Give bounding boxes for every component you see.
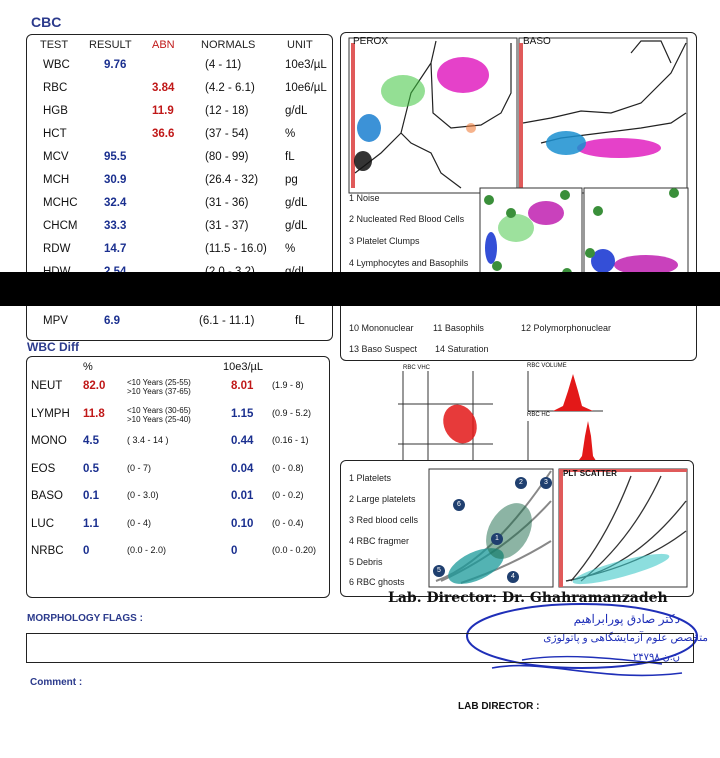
wbc-pct: 1.1 xyxy=(83,517,99,530)
perox-neut-cluster xyxy=(437,57,489,93)
perox-noise-cluster xyxy=(354,151,372,171)
wbc-abs: 8.01 xyxy=(231,380,254,392)
baso-gate-line xyxy=(631,41,671,63)
wbc-test: LYMPH xyxy=(31,407,70,420)
cbc-normal: (4.2 - 6.1) xyxy=(205,82,255,94)
wbc-abs-range: (0.9 - 5.2) xyxy=(272,407,312,418)
baso-pmn-cluster xyxy=(577,138,661,158)
wbc-range-child: <10 Years (25-55) xyxy=(127,378,191,387)
wbc-row-luc xyxy=(27,512,332,538)
wbc-abs-range: (0 - 0.4) xyxy=(272,517,304,528)
cbc-test: RBC xyxy=(43,82,68,94)
scatter-legend-13: 13 Baso Suspect xyxy=(349,344,418,354)
cbc-normal: (37 - 54) xyxy=(205,128,249,140)
thumb-marker xyxy=(669,188,679,198)
wbc-abs-range: (0 - 0.2) xyxy=(272,490,304,500)
cbc-row-mchc xyxy=(27,197,332,219)
cbc-unit: g/dL xyxy=(285,105,308,117)
cbc-normal: (31 - 36) xyxy=(205,197,249,209)
cbc-normal: (11.5 - 16.0) xyxy=(205,243,267,255)
cbc-test: HGB xyxy=(43,105,68,117)
cbc-unit: g/dL xyxy=(285,197,308,209)
scatter-panel-graphics xyxy=(341,33,696,360)
perox-red-edge xyxy=(351,43,355,188)
wbc-abs-range: (0.0 - 0.20) xyxy=(272,545,317,555)
baso-plot-frame xyxy=(519,38,687,193)
morphology-flags-box xyxy=(26,633,694,663)
wbc-diff-table xyxy=(26,356,330,598)
wbc-diff-title: WBC Diff xyxy=(27,340,79,354)
rbc-volume-histogram xyxy=(553,374,593,411)
wbc-test: NEUT xyxy=(31,380,63,392)
wbc-range-adult: >10 Years (37-65) xyxy=(127,387,191,396)
lab-director-name: Lab. Director: Dr. Ghahramanzadeh xyxy=(388,590,668,606)
wbc-abs-range: (1.9 - 8) xyxy=(272,380,304,390)
perox-lymph-cluster xyxy=(357,114,381,142)
wbc-abs-range: (0 - 0.8) xyxy=(272,462,304,473)
wbc-row-baso xyxy=(27,484,332,510)
wbc-range: ( 3.4 - 14 ) xyxy=(127,435,169,445)
cbc-result: 95.5 xyxy=(104,151,127,163)
scatter-panel xyxy=(340,32,697,361)
wbc-row-eos xyxy=(27,457,332,483)
wbc-range-adult: >10 Years (25-40) xyxy=(127,414,191,424)
scatter-legend-4: 4 Lymphocytes and Basophils xyxy=(349,258,469,268)
wbc-abs: 1.15 xyxy=(231,407,254,420)
cbc-test: RDW xyxy=(43,243,71,255)
hdr-normals: NORMALS xyxy=(201,39,256,51)
wbc-pct-header: % xyxy=(83,361,93,373)
cbc-normal: (12 - 18) xyxy=(205,105,249,117)
wbc-test: EOS xyxy=(31,462,56,475)
wbc-pct: 82.0 xyxy=(83,380,106,392)
cbc-unit: % xyxy=(285,243,296,255)
cbc-row-hct xyxy=(27,128,332,150)
baso-gate-line xyxy=(523,43,686,123)
plt-marker-4: 4 xyxy=(507,571,519,583)
thumb-lymph xyxy=(485,232,497,264)
cbc-result: 33.3 xyxy=(104,220,127,232)
scatter-legend-2: 2 Nucleated Red Blood Cells xyxy=(349,214,465,224)
wbc-abs: 0 xyxy=(231,545,238,557)
baso-label: BASO xyxy=(523,36,551,47)
wbc-abs: 0.44 xyxy=(231,435,254,447)
wbc-abs-range: (0.16 - 1) xyxy=(272,435,309,445)
thumb-marker xyxy=(560,190,570,200)
cbc-row-wbc xyxy=(27,59,332,81)
morphology-flags-label: MORPHOLOGY FLAGS : xyxy=(27,613,143,624)
wbc-range: (0 - 7) xyxy=(127,462,152,473)
cbc-result: 14.7 xyxy=(104,243,127,255)
cbc-unit: 10e3/µL xyxy=(285,59,327,71)
cbc-row-mch xyxy=(27,174,332,196)
cbc-abn: 36.6 xyxy=(152,128,175,140)
hdr-test: TEST xyxy=(40,39,69,51)
cbc-unit: g/dL xyxy=(285,220,308,232)
plt-marker-5: 5 xyxy=(433,565,445,577)
wbc-test: NRBC xyxy=(31,545,64,557)
wbc-row-nrbc xyxy=(27,539,332,565)
cbc-unit: % xyxy=(285,128,296,140)
thumb-mono xyxy=(498,214,534,242)
rbc-vhc-label: RBC VHC xyxy=(403,365,431,371)
perox-label: PEROX xyxy=(353,36,389,47)
cbc-test: MPV xyxy=(43,315,68,327)
plt-legend-4: 4 RBC fragmer xyxy=(349,536,410,546)
baso-red-edge xyxy=(519,43,523,188)
cbc-result: 32.4 xyxy=(104,197,127,209)
cbc-result: 9.76 xyxy=(104,59,127,71)
stamp-line-3: ن.ن ۲۴۷۹۸ xyxy=(632,652,680,663)
cbc-result: 30.9 xyxy=(104,174,127,186)
cbc-test: MCV xyxy=(43,151,69,163)
cbc-abn: 3.84 xyxy=(152,82,175,94)
wbc-pct: 11.8 xyxy=(83,407,105,420)
scatter-legend-11: 11 Basophils xyxy=(433,323,484,333)
wbc-test: LUC xyxy=(31,517,55,530)
plt-panel xyxy=(340,460,694,597)
cbc-normal: (26.4 - 32) xyxy=(205,174,259,186)
stamp-line-2: متخصص علوم آزمایشگاهی و پاتولوژی xyxy=(543,632,708,644)
rbc-panel xyxy=(398,363,603,466)
wbc-row-neut xyxy=(27,374,332,400)
cbc-normal: (4 - 11) xyxy=(205,59,242,71)
thumb-marker xyxy=(593,206,603,216)
wbc-row-lymph xyxy=(27,402,332,428)
plt-marker-2: 2 xyxy=(515,477,527,489)
thumb-neut xyxy=(528,201,564,225)
rbc-panel-graphics xyxy=(398,366,603,466)
cbc-unit: fL xyxy=(285,151,295,163)
comment-label: Comment : xyxy=(30,677,83,688)
hdr-result: RESULT xyxy=(89,39,132,51)
cbc-row-mcv xyxy=(27,151,332,173)
cbc-test: CHCM xyxy=(43,220,78,232)
scatter-legend-10: 10 Mononuclear xyxy=(349,323,414,333)
plt-legend-2: 2 Large platelets xyxy=(349,494,416,504)
wbc-test: MONO xyxy=(31,435,67,447)
wbc-test: BASO xyxy=(31,490,63,502)
perox-eos-cluster xyxy=(466,123,476,133)
plt-marker-3: 3 xyxy=(540,477,552,489)
perox-gate-line xyxy=(401,133,461,188)
perox-mono-cluster xyxy=(381,75,425,107)
cbc-row-rdw xyxy=(27,243,332,265)
thumb-marker xyxy=(506,208,516,218)
cbc-row-chcm xyxy=(27,220,332,242)
scatter-legend-3: 3 Platelet Clumps xyxy=(349,236,420,246)
wbc-row-mono xyxy=(27,429,332,455)
plt-legend-6: 6 RBC ghosts xyxy=(349,577,405,587)
cbc-normal: (31 - 37) xyxy=(205,220,249,232)
rbc-vhc-cluster xyxy=(437,399,483,449)
cbc-header xyxy=(27,39,332,61)
wbc-pct: 0 xyxy=(83,545,90,557)
cbc-unit: 10e6/µL xyxy=(285,82,327,94)
plt-marker-1: 1 xyxy=(491,533,503,545)
cbc-result: 6.9 xyxy=(104,315,120,327)
plt-legend-1: 1 Platelets xyxy=(349,473,392,483)
rbc-hc-label: RBC HC xyxy=(527,412,551,418)
cbc-row-hgb xyxy=(27,105,332,127)
plt-scatter-label: PLT SCATTER xyxy=(563,469,617,478)
redaction-bar xyxy=(0,272,720,306)
cbc-row-mpv xyxy=(27,315,332,337)
wbc-pct: 0.5 xyxy=(83,462,99,475)
wbc-range: (0.0 - 2.0) xyxy=(127,545,167,555)
cbc-row-rbc xyxy=(27,82,332,104)
rbc-hc-histogram xyxy=(576,421,598,464)
cbc-test: MCH xyxy=(43,174,70,186)
cbc-unit: fL xyxy=(295,315,305,327)
wbc-abs: 0.04 xyxy=(231,462,254,475)
plt-legend-3: 3 Red blood cells xyxy=(349,515,419,525)
wbc-range-child: <10 Years (30-65) xyxy=(127,405,191,415)
plt-legend-5: 5 Debris xyxy=(349,557,383,567)
stamp-line-1: دکتر صادق پورابراهیم xyxy=(573,612,680,626)
wbc-abs-header: 10e3/µL xyxy=(223,361,263,373)
lab-director-label: LAB DIRECTOR : xyxy=(458,701,540,712)
cbc-test: WBC xyxy=(43,59,70,71)
cbc-normal: (80 - 99) xyxy=(205,151,249,163)
wbc-range: (0 - 3.0) xyxy=(127,490,159,500)
wbc-abs: 0.10 xyxy=(231,517,254,530)
scatter-legend-14: 14 Saturation xyxy=(435,344,489,354)
thumb-marker xyxy=(492,261,502,271)
rbc-volume-label: RBC VOLUME xyxy=(527,363,567,369)
cbc-abn: 11.9 xyxy=(152,105,174,117)
thumb-marker xyxy=(484,195,494,205)
hdr-abn: ABN xyxy=(152,39,175,51)
cbc-test: MCHC xyxy=(43,197,78,209)
scatter-legend-12: 12 Polymorphonuclear xyxy=(521,323,612,333)
wbc-pct: 0.1 xyxy=(83,490,99,502)
cbc-title: CBC xyxy=(31,14,62,30)
plt-marker-6: 6 xyxy=(453,499,465,511)
hdr-unit: UNIT xyxy=(287,39,313,51)
cbc-test: HCT xyxy=(43,128,67,140)
scatter-legend-1: 1 Noise xyxy=(349,193,380,203)
plt-red-edge xyxy=(559,469,563,587)
baso-mono-cluster xyxy=(546,131,586,155)
wbc-range: (0 - 4) xyxy=(127,517,152,528)
wbc-abs: 0.01 xyxy=(231,490,254,502)
cbc-unit: pg xyxy=(285,174,298,186)
thumb-marker xyxy=(585,248,595,258)
cbc-normal: (6.1 - 11.1) xyxy=(199,315,255,327)
wbc-pct: 4.5 xyxy=(83,435,99,447)
